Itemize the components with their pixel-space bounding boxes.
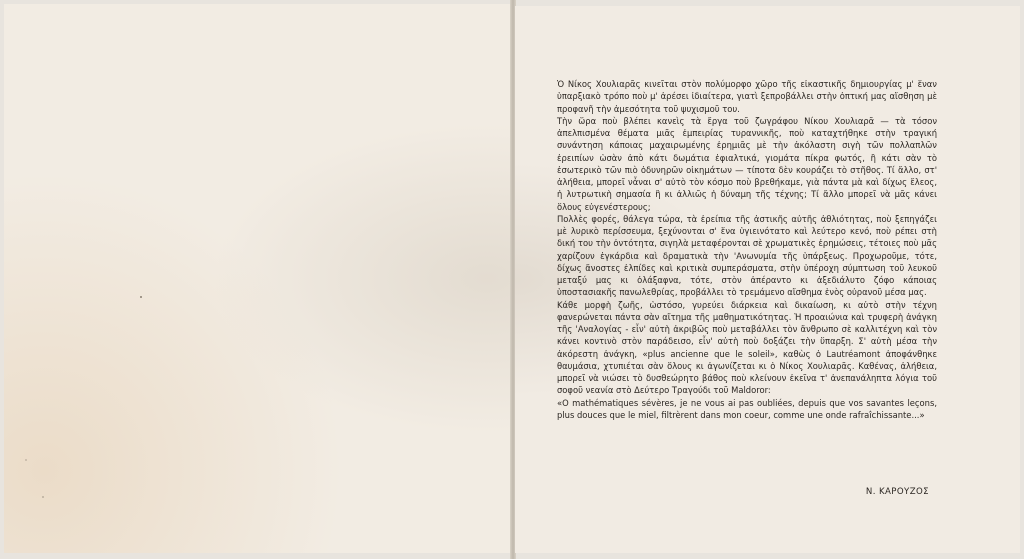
paper-speck [42, 496, 44, 498]
right-page [515, 6, 1020, 553]
essay-quote-french: «O mathématiques sévères, je ne vous ai pas oubliées, depuis que vos savantes leçons, plus douces que le miel, filtrèrent dans mon coeur, comme une onde rafraîchissante...» [557, 397, 937, 420]
author-signature: Ν. ΚΑΡΟΥΖΟΣ [865, 487, 929, 497]
essay-paragraph-1: Ὁ Νίκος Χουλιαρᾶς κινεῖται στὸν πολύμορφο χῶρο τῆς εἰκαστικῆς δημιουργίας μ' ἕναν ὑπαρξιακὸ τρόπο ποὺ μ' ἀρέσει ἰδιαίτερα, γιατὶ ξεπροβάλλει στὴν ὀπτική μας αἴσθηση μὲ προφανῆ τὴν ἀμεσότητα τοῦ ψυχισμοῦ του. [557, 79, 937, 114]
left-page-blank [4, 4, 512, 553]
paper-speck [25, 459, 27, 461]
essay-paragraph-4: Κάθε μορφὴ ζωῆς, ὡστόσο, γυρεύει διάρκεια καὶ δικαίωση, κι αὐτὸ στὴν τέχνη φανερώνεται πάντα σὰν αἴτημα τῆς μαθηματικότητας. Ἡ προαιώνια καὶ τρυφερὴ ἀνάγκη τῆς 'Αναλογίας - εἶν' αὐτὴ ἀκριβῶς ποὺ μεταβάλλει τὸν ἄνθρωπο σὲ καλλιτέχνη καὶ τὸν κάνει κοντινὸ στὸν παράδεισο, εἶν' αὐτὴ ποὺ δοξάζει τὴν ὕπαρξη. Σ' αὐτὴ μέσα τὴν ἀκόρεστη ἀνάγκη, «plus ancienne que le soleil», καθὼς ὁ Lautréamont ἀποφάνθηκε θαυμάσια, χτυπιέται σὰν ὅλους κι ἀγωνίζεται κι ὁ Νίκος Χουλιαρᾶς. Καθένας, ἀλήθεια, μπορεῖ νὰ νιώσει τὸ δυσθεώρητο βάθος ποὺ κλείνουν ἐκεῖνα τ' ἀνεπανάληπτα λόγια τοῦ σοφοῦ νεανία στὸ Δεύτερο Τραγούδι τοῦ Maldoror: [557, 299, 937, 396]
paper-speck [140, 296, 142, 298]
essay-paragraph-2: Τὴν ὥρα ποὺ βλέπει κανεὶς τὰ ἔργα τοῦ ζωγράφου Νίκου Χουλιαρᾶ — τὰ τόσον ἀπελπισμένα θέματα μιᾶς ἐμπειρίας τυραννικῆς, ποὺ καταχτήθηκε στὴν τραγική συνάντηση κάποιας μαχαιρωμένης ἐρημιᾶς μὲ τὴν ἀκόλαστη σιγὴ τῶν πολλαπλῶν ἐρειπίων ὡσὰν ἀπὸ κάτι δωμάτια ἐφιαλτικά, γιομάτα πίκρα φωτός, ἢ κάτι σὰν τὸ ἐσωτερικὸ τῶν πιὸ ὀδυνηρῶν οἰκημάτων — τίποτα δὲν κουράζει τὸ στῆθος. Τί ἄλλο, στ' ἀλήθεια, μπορεῖ νἆναι σ' αὐτὸ τὸν κόσμο ποὺ βρεθήκαμε, γιὰ πάντα μὰ καὶ δίχως ἔλεος, ἡ λυτρωτικὴ σημασία ἢ κι ἀλλιῶς ἡ δύναμη τῆς τέχνης; Τί ἄλλο μπορεῖ νὰ μᾶς κάνει ὅλους εὐγενέστερους; [557, 115, 937, 212]
essay-paragraph-3: Πολλὲς φορές, θάλεγα τώρα, τὰ ἐρείπια τῆς ἀστικῆς αὐτῆς ἀθλιότητας, ποὺ ξεπηγάζει μὲ λυρικὸ περίσσευμα, ξεχύνονται σ' ἕνα ὑγιεινότατο καὶ λεύτερο κενό, ποὺ ρέπει στὴ δική του τὴν ὀντότητα, σιγηλὰ μεταφέρονται σὲ χρωματικὲς ἐρημώσεις, τέτοιες ποὺ μᾶς χαρίζουν ἐγκάρδια καὶ δραματικὰ τὴν 'Ανωνυμία τῆς ὑπάρξεως. Προχωροῦμε, τότε, δίχως ἄνοστες ἐλπίδες καὶ κριτικὰ συμπεράσματα, στὴν ὑπέροχη σύμπτωση τοῦ λευκοῦ μεταξύ μας κι ὀλάξαφνα, τότε, στὸν ἀπέραντο κι ἀξεδιάλυτο ζόφο κάποιας ὑποστασιακῆς πανωλεθρίας, προβάλλει τὸ τρεμάμενο αἴσθημα ἑνὸς οὐρανοῦ μέσα μας. [557, 213, 937, 298]
essay-text [557, 78, 937, 421]
